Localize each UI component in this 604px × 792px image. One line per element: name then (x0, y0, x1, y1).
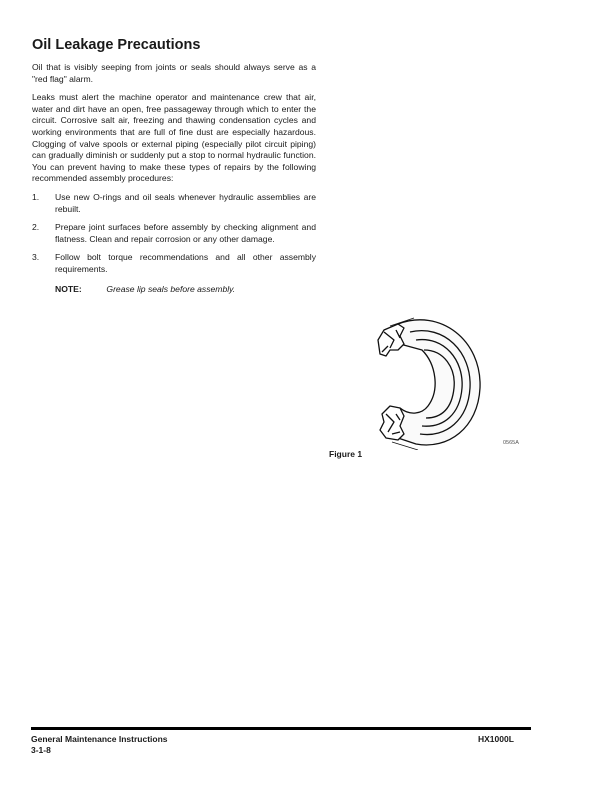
footer-rule (31, 727, 531, 730)
step-number: 3. (32, 252, 40, 263)
list-item (32, 222, 316, 245)
figure-caption: Figure 1 (329, 449, 363, 459)
step-text: Prepare joint surfaces before assembly by checking alignment and flatness. Clean and repair corrosion or any other damage. (55, 222, 316, 244)
figure-code: 0565A (503, 440, 519, 446)
body-text (32, 62, 316, 295)
footer-left (31, 734, 168, 756)
note-label: NOTE: (55, 283, 82, 294)
step-text: Follow bolt torque recommendations and all other assembly requirements. (55, 252, 316, 274)
step-number: 1. (32, 191, 40, 202)
footer-page-number: 3-1-8 (31, 745, 51, 755)
list-item (32, 192, 316, 215)
intro-paragraph: Oil that is visibly seeping from joints or seals should always serve as a "red flag" alarm. (32, 62, 316, 84)
lip-seal-illustration (370, 310, 490, 450)
note (32, 284, 316, 296)
procedure-list (32, 192, 316, 276)
step-text: Use new O-rings and oil seals whenever hydraulic assemblies are rebuilt. (55, 191, 316, 214)
leak-paragraph: Leaks must alert the machine operator and maintenance crew that air, water and dirt have an open, free passageway through which to enter the circuit. Corrosive salt air, freezing and thawing condensation cycles and working environments that are full of fine dust are especially hazardous. Clogging of valve spools or external piping (especially pilot circuit piping) can gradually diminish or suddenly put a stop to normal hydraulic function. You can prevent having to make these types of repairs by the following recommended assembly procedures: (32, 92, 316, 184)
footer-model: HX1000L (478, 734, 514, 744)
list-item (32, 252, 316, 275)
footer-section-title: General Maintenance Instructions (31, 734, 168, 744)
note-text: Grease lip seals before assembly. (106, 283, 236, 294)
step-number: 2. (32, 222, 40, 233)
page-title: Oil Leakage Precautions (32, 37, 201, 53)
